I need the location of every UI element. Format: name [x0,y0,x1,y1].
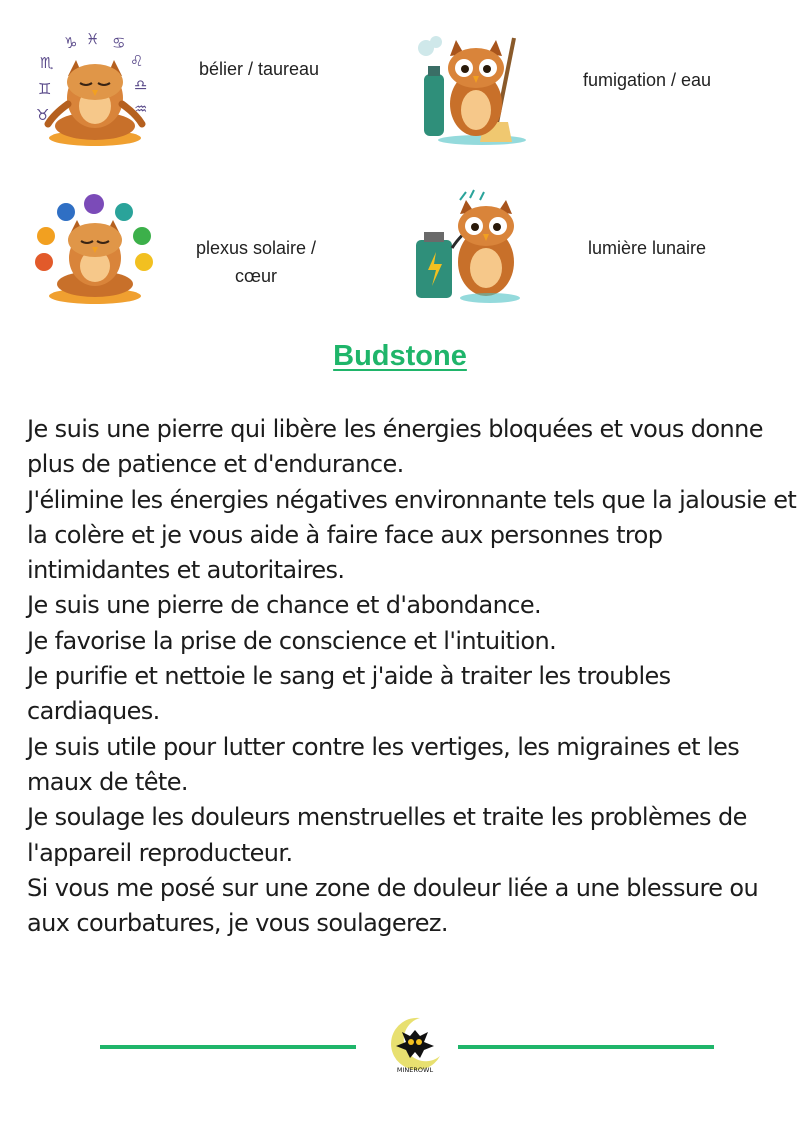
footer-divider-right [458,1045,714,1049]
icon-label-zodiac: bélier / taureau [198,59,320,79]
svg-text:♑: ♑ [64,34,78,52]
paragraph: Je suis une pierre qui libère les énergies bloquées et vous donne plus de patience et d'endurance. [27,415,763,479]
cleaning-owl-icon [412,30,536,153]
paragraph: Je purifie et nettoie le sang et j'aide à traiter les troubles cardiaques. [27,662,671,726]
svg-text:♊: ♊ [38,80,52,98]
paragraph: J'élimine les énergies négatives environnante tels que la jalousie et la colère et je vous aide à faire face aux personnes trop intimidantes et autoritaires. [27,485,797,585]
zodiac-owl-icon [30,28,160,157]
svg-text:♌: ♌ [130,52,144,70]
logo-text: MINEROWL [396,1066,434,1074]
battery-owl-icon [412,188,536,311]
paragraph: Si vous me posé sur une zone de douleur liée a une blessure ou aux courbatures, je vous soulagerez. [27,873,759,938]
minerowl-logo-icon [382,1012,448,1083]
paragraph: Je suis une pierre de chance et d'abondance. [27,591,542,620]
paragraph: Je soulage les douleurs menstruelles et traite les problèmes de l'appareil reproducteur. [27,803,747,867]
icon-label-battery: lumière lunaire [587,238,707,258]
description-text [27,412,797,941]
page-title: Budstone [333,340,467,372]
icon-label-chakra-line-1: plexus solaire / [195,238,317,258]
footer-divider-left [100,1045,356,1049]
paragraph: Je favorise la prise de conscience et l'intuition. [27,626,557,655]
svg-text:♏: ♏ [40,54,54,72]
paragraph: Je suis utile pour lutter contre les vertiges, les migraines et les maux de tête. [27,732,740,796]
icon-label-chakra-line-2: cœur [235,266,277,286]
icon-label-cleaning: fumigation / eau [582,70,712,90]
svg-text:♎: ♎ [134,76,148,94]
svg-text:♉: ♉ [36,106,50,124]
svg-text:♋: ♋ [112,34,126,52]
chakra-owl-icon [30,190,160,313]
svg-text:♒: ♒ [134,100,148,118]
svg-text:♓: ♓ [86,30,100,48]
